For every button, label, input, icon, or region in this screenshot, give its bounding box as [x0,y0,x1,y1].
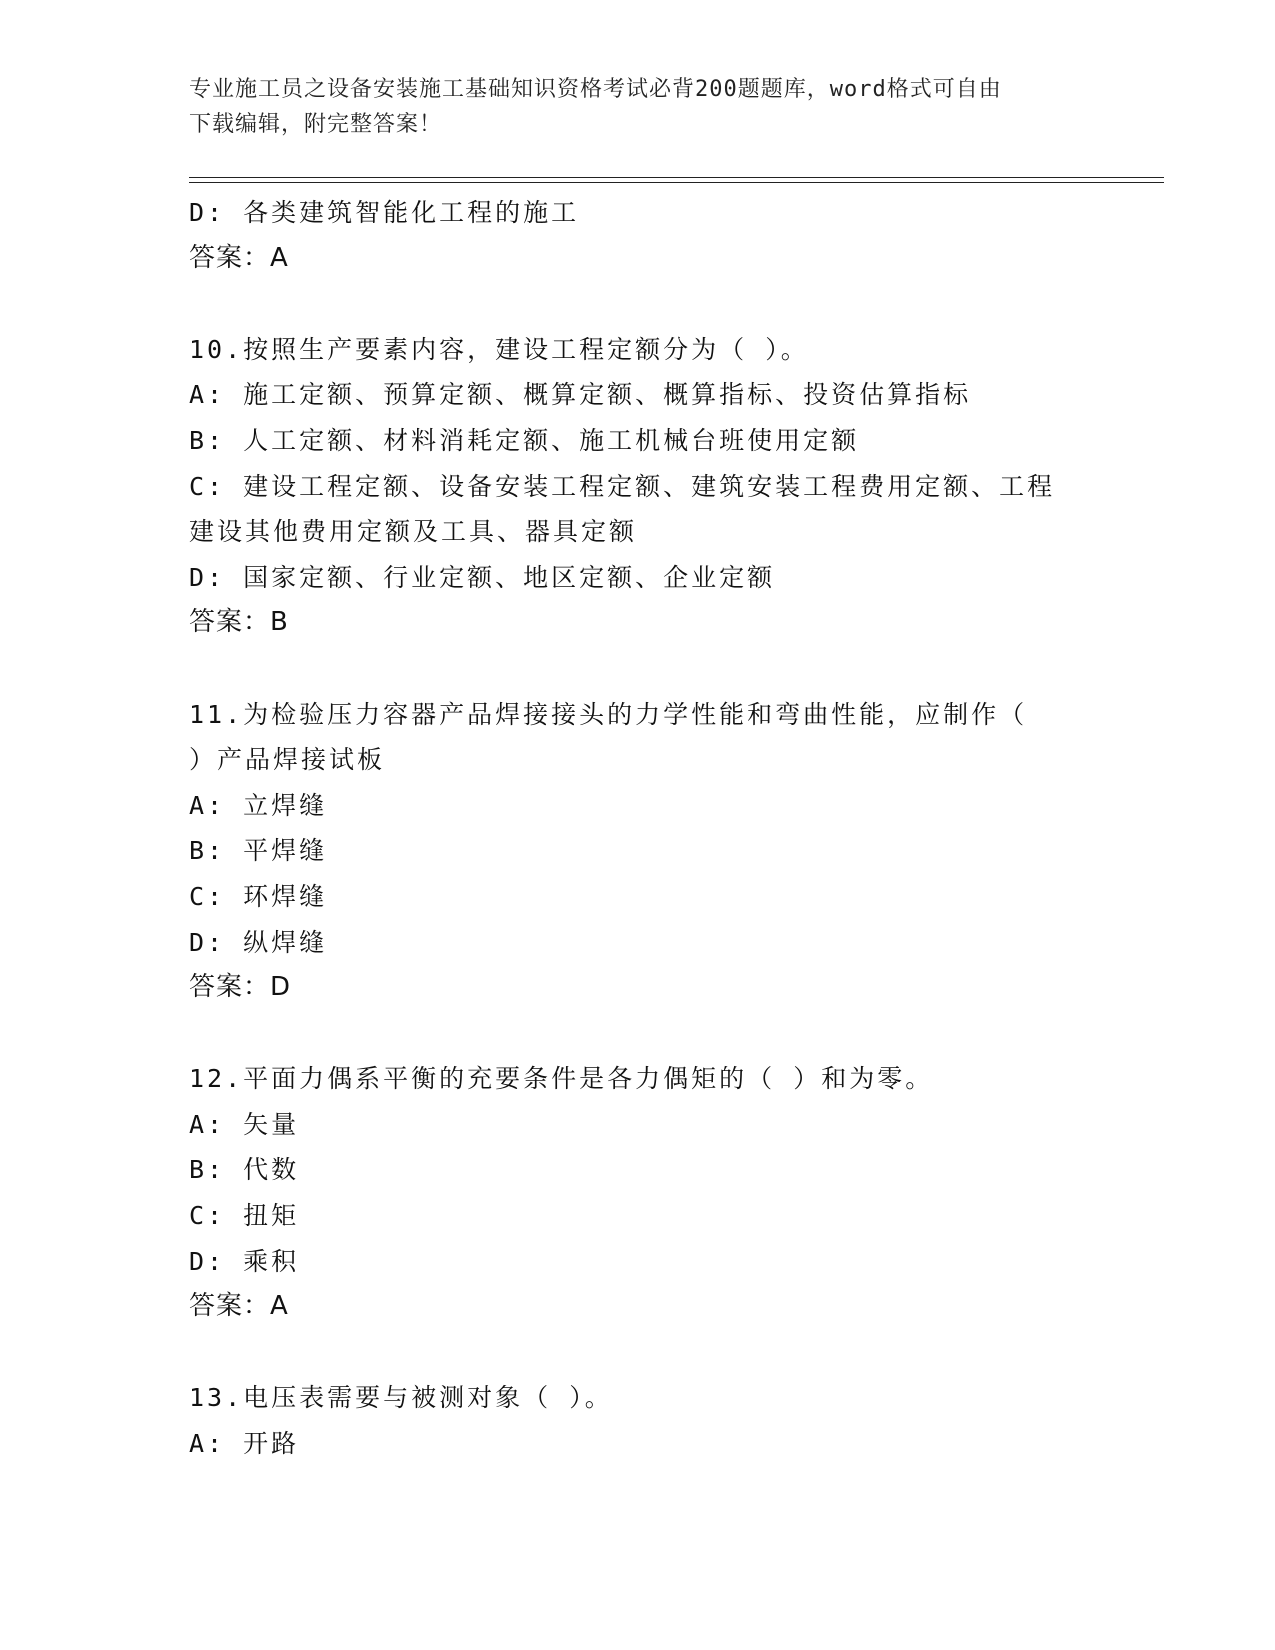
header-rule-top [189,177,1164,178]
document-header [189,72,1089,142]
option-d: D: 纵焊缝 [189,927,328,957]
question-stem-line-2: ）产品焊接试板 [189,745,386,775]
question-12 [189,1056,1089,1330]
question-11 [189,692,1089,1011]
answer: 答案：D [189,972,292,1003]
option-d: D: 国家定额、行业定额、地区定额、企业定额 [189,562,776,592]
header-line-2: 下载编辑，附完整答案！ [189,112,443,137]
option-c: C: 扭矩 [189,1201,300,1231]
question-9-tail [189,190,1089,281]
answer: 答案：A [189,242,289,273]
question-13 [189,1375,1089,1466]
header-line-1: 专业施工员之设备安装施工基础知识资格考试必背200题题库，word格式可自由 [189,77,1002,102]
answer: 答案：B [189,607,289,638]
spacer [189,1330,1089,1376]
answer: 答案：A [189,1291,289,1322]
option-a: A: 开路 [189,1429,300,1459]
option-b: B: 平焊缝 [189,836,328,866]
option-a: A: 立焊缝 [189,790,328,820]
option-d: D: 各类建筑智能化工程的施工 [189,198,580,227]
question-10 [189,327,1089,646]
question-stem: 10.按照生产要素内容，建设工程定额分为（ ）。 [189,334,809,364]
option-a: A: 施工定额、预算定额、概算定额、概算指标、投资估算指标 [189,380,972,410]
question-stem-line-1: 11.为检验压力容器产品焊接接头的力学性能和弯曲性能，应制作（ [189,699,1028,729]
option-d: D: 乘积 [189,1246,300,1276]
option-a: A: 矢量 [189,1109,300,1139]
option-c-line-1: C: 建设工程定额、设备安装工程定额、建筑安装工程费用定额、工程 [189,471,1056,501]
option-c-line-2: 建设其他费用定额及工具、器具定额 [189,517,638,547]
question-list [189,190,1089,1467]
spacer [189,281,1089,327]
header-rule-bottom [189,182,1164,183]
option-c: C: 环焊缝 [189,881,328,911]
question-stem: 12.平面力偶系平衡的充要条件是各力偶矩的（ ）和为零。 [189,1064,934,1094]
question-stem: 13.电压表需要与被测对象（ ）。 [189,1383,613,1413]
spacer [189,1011,1089,1057]
option-b: B: 代数 [189,1155,300,1185]
spacer [189,646,1089,692]
option-b: B: 人工定额、材料消耗定额、施工机械台班使用定额 [189,425,860,455]
